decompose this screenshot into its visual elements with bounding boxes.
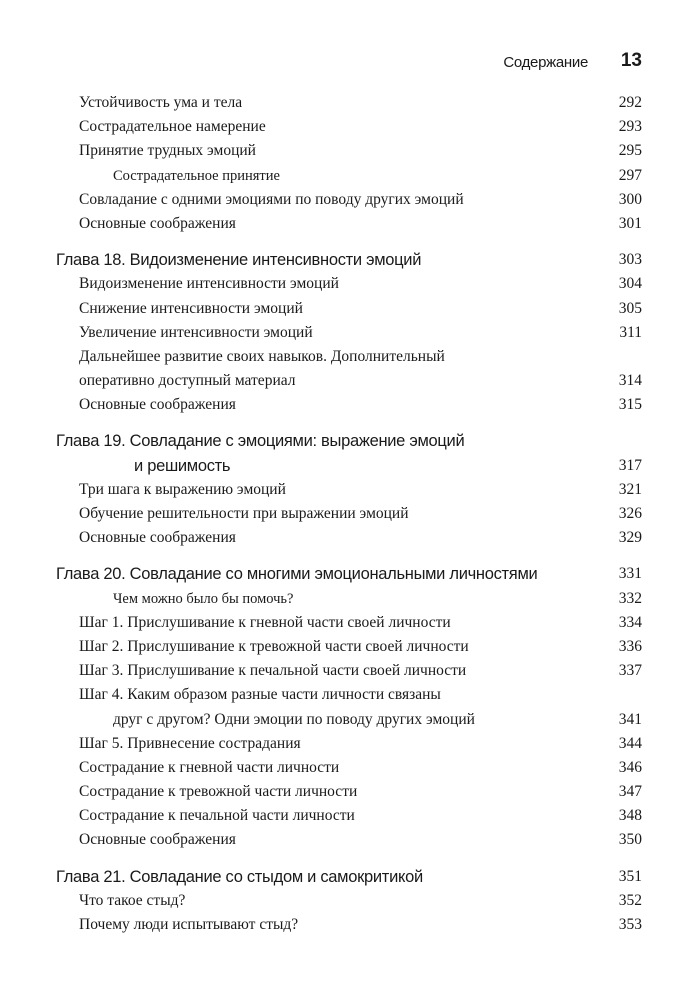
toc-entry-page: 329 [618,529,642,547]
toc-entry-page: 315 [618,396,642,414]
running-header [0,50,698,74]
toc-entry-row [56,734,642,758]
toc-entry-row [56,685,642,709]
toc-entry-row [56,166,642,190]
toc-entry-row [56,141,642,165]
toc-entry-page: 337 [618,662,642,680]
toc-entry-row [56,915,642,939]
toc-entry-title: Шаг 3. Прислушивание к печальной части своей личности [79,662,467,680]
toc-entry-row [56,637,642,661]
toc-entry-title: Глава 21. Совладание со стыдом и самокритикой [56,867,423,886]
toc-entry-page: 311 [619,323,642,341]
toc-entry-page: 348 [618,807,642,825]
toc-entry-title: Глава 20. Совладание со многими эмоциональными личностями [56,565,538,584]
toc-entry-title: Три шага к выражению эмоций [79,480,286,498]
toc-entry-page: 303 [618,251,642,269]
toc-entry-page: 351 [618,867,642,885]
toc-entry-title: Основные соображения [79,396,236,414]
toc-entry-row [56,323,642,347]
toc-entry-row [56,758,642,782]
toc-entry-page: 292 [618,94,642,111]
toc-entry-title: Шаг 4. Каким образом разные части личности связаны [79,686,441,704]
toc-entry-row [56,589,642,613]
toc-entry-page: 341 [618,710,642,728]
toc-chapter-row [56,867,642,891]
toc-entry-page: 300 [618,190,642,208]
toc-entry-title: Почему люди испытывают стыд? [79,916,299,933]
toc-entry-row [56,190,642,214]
toc-entry-page: 295 [618,142,642,160]
toc-entry-page: 344 [618,734,642,752]
toc-entry-page: 305 [618,299,642,317]
toc-entry-row [56,504,642,528]
toc-entry-page: 350 [618,831,642,849]
toc-entry-page: 304 [618,275,642,293]
toc-entry-title: друг с другом? Одни эмоции по поводу других эмоций [113,710,475,728]
toc-entry-page: 331 [618,565,642,583]
page-number: 13 [620,50,642,71]
toc-entry-title: Сострадательное принятие [113,167,280,184]
toc-entry-title: Сострадание к печальной части личности [79,807,355,825]
toc-entry-row [56,480,642,504]
toc-entry-row [56,806,642,830]
toc-chapter-row [56,456,642,480]
table-of-contents [56,93,642,939]
toc-entry-row [56,528,642,552]
toc-entry-row [56,661,642,685]
toc-entry-title: Основные соображения [79,529,236,547]
toc-entry-row [56,274,642,298]
running-header-title: Содержание [503,54,588,71]
toc-entry-page: 314 [618,372,642,390]
toc-entry-title: Совладание с одними эмоциями по поводу других эмоций [79,190,464,208]
toc-entry-title: Обучение решительности при выражении эмоций [79,505,409,522]
toc-entry-page: 332 [618,589,642,607]
toc-entry-page: 326 [618,505,642,522]
toc-entry-title: Шаг 1. Прислушивание к гневной части своей личности [79,613,451,631]
toc-entry-title: и решимость [134,456,231,475]
toc-entry-row [56,613,642,637]
toc-entry-title: Принятие трудных эмоций [79,142,256,160]
toc-entry-page: 334 [618,613,642,631]
toc-entry-row [56,782,642,806]
toc-entry-page: 317 [618,456,642,474]
toc-entry-title: Сострадательное намерение [79,118,266,136]
toc-entry-title: Основные соображения [79,214,236,232]
toc-chapter-row [56,431,642,455]
toc-entry-row [56,830,642,854]
toc-entry-title: Снижение интенсивности эмоций [79,299,303,317]
toc-entry-page: 301 [618,214,642,232]
toc-entry-title: Сострадание к гневной части личности [79,758,340,776]
toc-entry-page: 293 [618,118,642,136]
toc-entry-title: Увеличение интенсивности эмоций [79,323,313,341]
toc-chapter-row [56,250,642,274]
toc-entry-page: 336 [618,637,642,655]
toc-entry-page: 297 [618,166,642,184]
toc-entry-row [56,710,642,734]
toc-entry-title: Глава 19. Совладание с эмоциями: выражение эмоций [56,432,465,451]
toc-entry-page: 346 [618,758,642,776]
toc-entry-page: 347 [618,783,642,801]
toc-entry-row [56,93,642,117]
toc-entry-title: Шаг 5. Привнесение сострадания [79,734,301,752]
toc-entry-page: 352 [618,891,642,909]
toc-entry-title: Чем можно было бы помочь? [113,590,294,607]
toc-entry-page: 353 [618,916,642,933]
toc-entry-title: Глава 18. Видоизменение интенсивности эмоций [56,251,422,270]
toc-chapter-row [56,564,642,588]
toc-entry-title: Видоизменение интенсивности эмоций [79,275,339,293]
toc-entry-title: Сострадание к тревожной части личности [79,783,358,801]
toc-entry-page: 321 [618,480,642,498]
toc-entry-row [56,117,642,141]
toc-entry-title: оперативно доступный материал [79,372,296,390]
toc-entry-row [56,347,642,371]
toc-entry-row [56,395,642,419]
toc-entry-row [56,371,642,395]
toc-entry-row [56,299,642,323]
toc-entry-title: Основные соображения [79,831,236,849]
toc-entry-title: Устойчивость ума и тела [79,94,243,111]
toc-entry-title: Что такое стыд? [79,891,186,909]
toc-entry-row [56,891,642,915]
toc-entry-row [56,214,642,238]
toc-entry-title: Дальнейшее развитие своих навыков. Дополнительный [79,347,445,365]
toc-entry-title: Шаг 2. Прислушивание к тревожной части своей личности [79,637,469,655]
